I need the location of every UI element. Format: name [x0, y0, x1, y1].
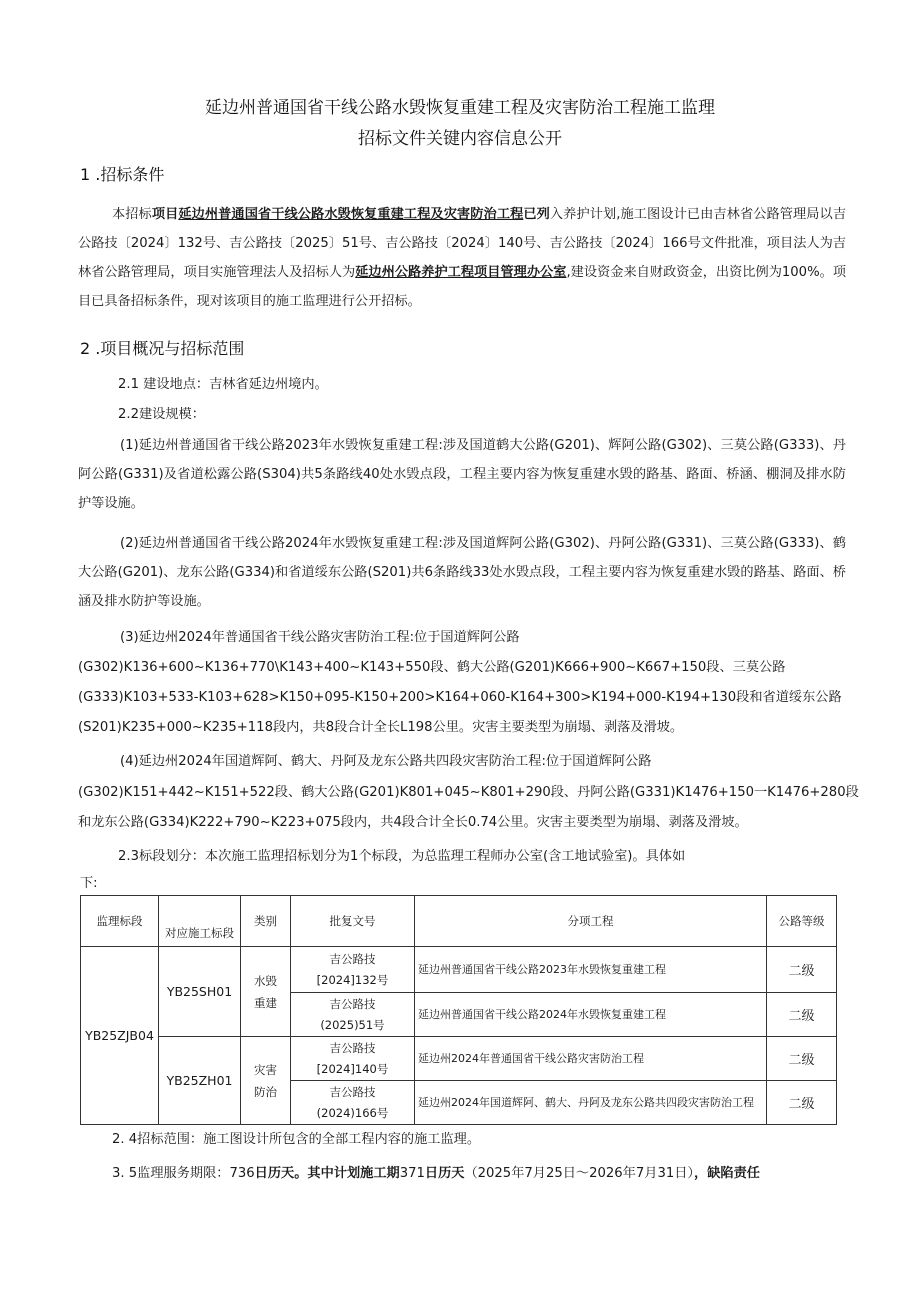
header-sub-project: 分项工程	[415, 896, 767, 947]
item-2-3-line1: 2.3标段划分：本次施工监理招标划分为1个标段，为总监理工程师办公室(含工地试验室)。具体如	[118, 849, 686, 864]
table-row	[81, 947, 837, 993]
doc-number: (2024)166号	[316, 1105, 389, 1120]
supervision-lot-cell: YB25ZJB04	[81, 947, 159, 1125]
scope-item-4-line3: 和龙东公路(G334)K222+790~K223+075段内，共4段合计全长0.74公里。灾害主要类型为崩塌、剥落及滑坡。	[78, 815, 748, 830]
approval-doc-cell	[291, 1081, 415, 1125]
construction-lot-cell: YB25ZH01	[159, 1037, 241, 1125]
text-run: （2025年7月25日〜2026年7月31日）	[464, 1166, 695, 1181]
table-row	[81, 1037, 837, 1081]
road-grade-cell: 二级	[767, 947, 837, 993]
header-road-grade: 公路等级	[767, 896, 837, 947]
table-header-row	[81, 896, 837, 947]
scope-item-3-line2: (G302)K136+600~K136+770\K143+400~K143+550段、鹤大公路(G201)K666+900~K667+150段、三莫公路	[78, 660, 786, 675]
approval-doc-cell	[291, 947, 415, 993]
header-category: 类别	[241, 896, 291, 947]
item-2-4: 2. 4招标范围：施工图设计所包含的全部工程内容的施工监理。	[112, 1132, 481, 1147]
section2-heading: 2 .项目概况与招标范围	[80, 339, 245, 358]
road-grade-cell: 二级	[767, 993, 837, 1037]
doc-prefix: 吉公路技	[329, 951, 376, 966]
header-approval-doc: 批复文号	[291, 896, 415, 947]
scope-item-1: (1)延边州普通国省干线公路2023年水毁恢复重建工程:涉及国道鹤大公路(G201)、辉阿公路(G302)、三莫公路(G333)、丹阿公路(G331)及省道松露公路(S304)共5条路线40处水毁点段，工程主要内容为恢复重建水毁的路基、路面、桥涵、棚洞及排水防护等设施。	[78, 438, 846, 511]
doc-number: [2024]132号	[316, 972, 389, 987]
item-3-5	[112, 1163, 882, 1185]
doc-title-line2: 招标文件关键内容信息公开	[358, 129, 562, 149]
scope-item-2: (2)延边州普通国省干线公路2024年水毁恢复重建工程:涉及国道辉阿公路(G302)、丹阿公路(G331)、三莫公路(G333)、鹤大公路(G201)、龙东公路(G334)和省道绥东公路(S201)共6条路线33处水毁点段，工程主要内容为恢复重建水毁的路基、路面、桥涵及排水防护等设施。	[78, 536, 846, 609]
item-2-1: 2.1 建设地点：吉林省延边州境内。	[118, 377, 328, 392]
item-2-2: 2.2建设规模：	[118, 407, 205, 422]
project-name: 延边州普通国省干线公路水毁恢复重建工程及灾害防治工程	[178, 207, 524, 222]
item-2-3-line2: 下:	[80, 876, 98, 891]
text-run-bold: 日历天。其中计划施工期	[254, 1166, 400, 1181]
text-run-bold: 日历天	[424, 1166, 465, 1181]
doc-prefix: 吉公路技	[329, 996, 376, 1011]
sub-project-cell: 延边州2024年国道辉阿、鹤大、丹阿及龙东公路共四段灾害防治工程	[415, 1081, 767, 1125]
doc-prefix: 吉公路技	[329, 1084, 376, 1099]
text-run: 入养护计划,施工图设计已由吉林省公路管理局以吉公路技〔2024〕132号、吉公路技〔2025〕51号、吉公路技〔2024〕140号、吉公路技〔2024〕166号文件批准，项目法人为吉林省公路管理局，项目实施管理法人及招标人为	[78, 207, 847, 280]
approval-doc-cell	[291, 993, 415, 1037]
sub-project-cell: 延边州普通国省干线公路2024年水毁恢复重建工程	[415, 993, 767, 1037]
text-run: 本招标	[112, 207, 152, 222]
sub-project-cell: 延边州普通国省干线公路2023年水毁恢复重建工程	[415, 947, 767, 993]
text-run: 3. 5监理服务期限：736	[112, 1166, 255, 1181]
scope-item-4-line2: (G302)K151+442~K151+522段、鹤大公路(G201)K801+045~K801+290段、丹阿公路(G331)K1476+150一K1476+280段	[78, 785, 859, 800]
road-grade-cell: 二级	[767, 1081, 837, 1125]
sub-project-cell: 延边州2024年普通国省干线公路灾害防治工程	[415, 1037, 767, 1081]
text-run-bold: ，缺陷责任	[694, 1166, 760, 1181]
scope-item-3-line3: (G333)K103+533-K103+628>K150+095-K150+200>K164+060-K164+300>K194+000-K194+130段和省道绥东公路	[78, 690, 842, 705]
header-construction-lot: 对应施工标段	[159, 896, 241, 947]
road-grade-cell: 二级	[767, 1037, 837, 1081]
section1-paragraph	[78, 200, 846, 316]
doc-title-line1: 延边州普通国省干线公路水毁恢复重建工程及灾害防治工程施工监理	[205, 98, 715, 118]
section1-heading: 1 .招标条件	[80, 165, 165, 184]
scope-item-3-line4: (S201)K235+000~K235+118段内，共8段合计全长L198公里。灾害主要类型为崩塌、剥落及滑坡。	[78, 720, 684, 735]
text-run: 371	[399, 1166, 425, 1181]
text-run-bold: 项目	[151, 207, 179, 222]
category-cell: 水毁重建	[241, 947, 291, 1037]
scope-item-4-line1: (4)延边州2024年国道辉阿、鹤大、丹阿及龙东公路共四段灾害防治工程:位于国道辉阿公路	[120, 754, 652, 769]
approval-doc-cell	[291, 1037, 415, 1081]
construction-lot-cell: YB25SH01	[159, 947, 241, 1037]
scope-item-3-line1: (3)延边州2024年普通国省干线公路灾害防治工程:位于国道辉阿公路	[120, 630, 520, 645]
text-run: ,建设资金来自财政资金，出资比例为100%。项目已具备招标条件，现对该项目的施工监理进行公开招标。	[78, 265, 847, 309]
doc-number: [2024]140号	[316, 1061, 389, 1076]
tenderer-name: 延边州公路养护工程项目管理办公室	[355, 265, 567, 280]
header-supervision-lot: 监理标段	[81, 896, 159, 947]
text-run-bold: 已列	[523, 207, 550, 222]
doc-number: (2025)51号	[320, 1017, 385, 1032]
lot-table	[80, 895, 837, 1125]
doc-prefix: 吉公路技	[329, 1040, 376, 1055]
category-cell: 灾害防治	[241, 1037, 291, 1125]
